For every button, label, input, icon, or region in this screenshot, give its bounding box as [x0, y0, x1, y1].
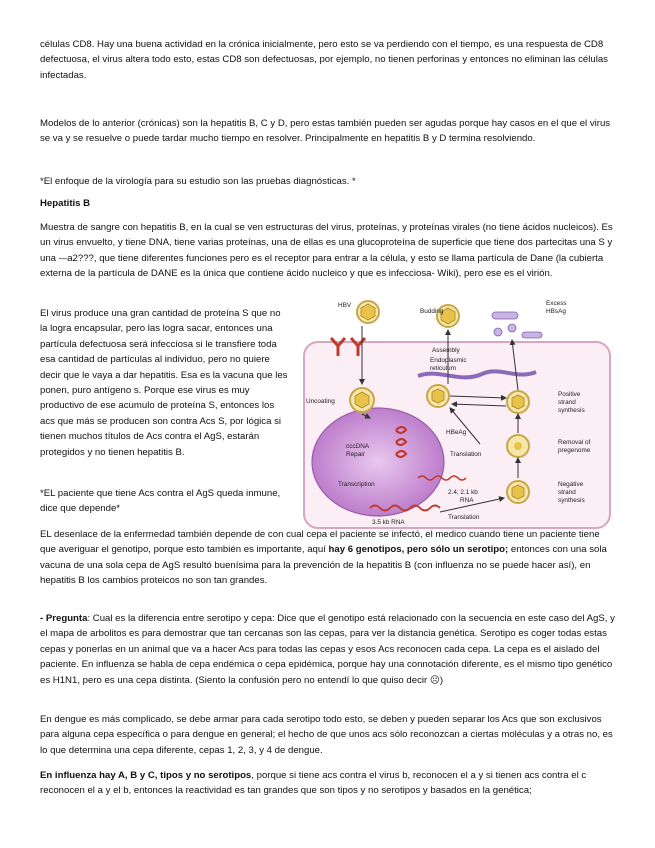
removal-capsid-icon: [507, 435, 529, 457]
label-excess: Excess: [546, 300, 567, 307]
genotypes-text-a: EL desenlace de la enfermedad también depende de con cual cepa el paciente se infectó, el medico cuando tiene un paciente tiene que averiguar el genotipo, porque esto también es importante, aquí: [40, 529, 600, 556]
note-immune-patient: *EL paciente que tiene Acs contra el AgS queda inmune, dice que depende*: [40, 488, 281, 515]
label-assembly: Assembly: [432, 347, 460, 354]
label-negative-2: strand: [558, 489, 576, 496]
uncoating-capsid-icon: [350, 388, 374, 412]
heading-hepatitis-b: Hepatitis B: [40, 198, 91, 209]
genotypes-bold: hay 6 genotipos, pero sólo un serotipo;: [328, 544, 509, 556]
positive-strand-capsid-icon: [507, 391, 529, 413]
influenza-bold: En influenza hay A, B y C, tipos y no serotipos: [40, 770, 252, 781]
label-translation-1: Translation: [450, 451, 482, 458]
label-budding: Budding: [420, 308, 444, 315]
paragraph-chronic-models: Modelos de lo anterior (crónicas) son la hepatitis B, C y D, pero estas también pueden ser agudas porque hay casos en el que el virus se va y se resuelve o puede tardar mucho tiempo en resolver. Principalmente en hepatitis B y D termina resolviendo.: [40, 118, 611, 145]
label-uncoating: Uncoating: [306, 398, 335, 405]
hbv-virion-icon: [357, 301, 379, 323]
note-virology-focus: *El enfoque de la virología para su estudio son las pruebas diagnósticas. *: [40, 176, 356, 187]
label-negative-3: synthesis: [558, 497, 585, 504]
label-translation-2: Translation: [448, 514, 480, 521]
hbv-lifecycle-figure: [300, 298, 616, 530]
label-cccdna: cccDNA: [346, 443, 370, 450]
label-rna-1: 2.4, 2.1 kb: [448, 489, 478, 496]
label-removal-2: pregenome: [558, 447, 591, 454]
paragraph-question: [40, 611, 618, 688]
nucleus: [312, 408, 444, 516]
label-er-2: reticulum: [430, 365, 456, 372]
paragraph-dengue: En dengue es más complicado, se debe armar para cada serotipo todo esto, se deben y pueden separar los Acs que son exclusivos para alguna cepa específica o para dengue en general; el hecho de que unos acs sólo reconozcan a ciertas moléculas y a otras no, es lo que determina una cepa diferente, cepas 1, 2, 3, y 4 de dengue.: [40, 714, 613, 756]
label-hbsag-top: HBsAg: [546, 308, 566, 315]
hbsag-particles-icon: [492, 312, 542, 338]
paragraph-influenza: [40, 768, 618, 799]
question-label: - Pregunta: [40, 613, 88, 624]
negative-strand-capsid-icon: [507, 481, 529, 503]
assembly-capsid-icon: [427, 385, 449, 407]
label-negative-1: Negative: [558, 481, 584, 488]
label-positive-1: Positive: [558, 391, 581, 398]
paragraph-blood-sample: Muestra de sangre con hepatitis B, en la cual se ven estructuras del virus, proteínas, y proteínas virales (no tiene ácidos nucleicos). Es un virus envuelto, y tiene DNA, tiene varias proteínas, una de ellas es una glucoproteína de superficie que tiene dos partecitas una S y una -–a2???, que tiene diferentes funciones pero es el receptor para entrar a la célula, y esto se llama partícula de Dane (la cubierta externa de la partícula de DANE es la única que contiene ácido nucleico y que es infecciosa- Wiki), pero ese es el virión.: [40, 222, 613, 280]
label-positive-3: synthesis: [558, 407, 585, 414]
label-hbv: HBV: [338, 302, 352, 309]
label-pgrna: 3.5 kb RNA: [372, 519, 405, 526]
label-removal-1: Removal of: [558, 439, 591, 446]
influenza-text: , porque si tiene acs contra el virus b, reconocen el a y si tienen acs contra el c reconocen el a y el b, entonces la reactividad es tan grandes que son tipos y no serotipos y basados en la genética;: [40, 770, 587, 797]
label-repair: Repair: [346, 451, 365, 458]
genotypes-text-b: entonces con una sola vacuna de una sola cepa de AgS resultó buenísima para la prevención de la hepatitis B (con influenza no se puede hacer así), en hepatitis B los cambios proteicos no son tan grandes.: [40, 544, 607, 587]
question-text: : Cual es la diferencia entre serotipo y cepa: Dice que el genotipo está relacionado con la secuencia en este caso del AgS, y el mapa de arbolitos es para demostrar que tan cercanas son las cepas, para ver la distancia genética. Serotipo es coger todas estas cepas y ponerlas en un animal que va a hacer Acs para todas las cepas y esos Acs reconocen cada cepa. La cepa es el aislado del paciente. En influenza se habla de cepa endémica o cepa epidémica, porque hay una connotación diferente, es el mismo tipo genético es H1N1, pero es una cepa distinta. (Siento la confusión pero no entendí lo que quiso decir ☹): [40, 613, 615, 686]
label-rna-2: RNA: [460, 497, 474, 504]
label-er-1: Endoplasmic: [430, 357, 467, 364]
label-transcription: Transcription: [338, 481, 375, 488]
label-hbeag: HBeAg: [446, 429, 467, 436]
hbv-lifecycle-diagram: [300, 298, 616, 530]
paragraph-genotypes: [40, 527, 618, 589]
paragraph-protein-s: El virus produce una gran cantidad de proteína S que no la logra encapsular, pero las logra sacar, entonces una partícula defectuosa será infecciosa si le transfiere toda esa cantidad de partículas al individuo, pero no quiere decir que le vaya a dar hepatitis. Esa es la vacuna que les ponen, puro antígeno s. Porque ese virus es muy productivo de ese acumulo de proteína S, entonces los acs que más se producen son contra Acs S, por lógica si tienen muchos títulos de Acs contra el AgS, estarán protegidos y no tienen hepatitis B.: [40, 308, 288, 458]
paragraph-cd8: células CD8. Hay una buena actividad en la crónica inicialmente, pero esto se va perdiendo con el tiempo, es una respuesta de CD8 defectuosa, el virus altera todo esto, estas CD8 son defectuosas, por ejemplo, no tienen perforinas y entonces no eliminan las células infectadas.: [40, 39, 608, 81]
label-positive-2: strand: [558, 399, 576, 406]
